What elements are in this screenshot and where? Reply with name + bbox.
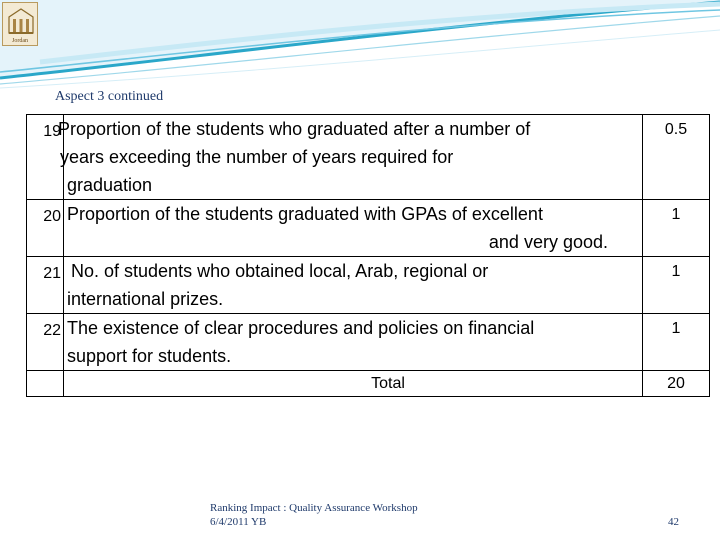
row-description bbox=[64, 200, 643, 257]
row-score: 1 bbox=[643, 257, 710, 314]
description-line: international prizes. bbox=[67, 289, 224, 309]
table-row bbox=[27, 314, 710, 371]
row-description bbox=[64, 257, 643, 314]
row-score: 1 bbox=[643, 200, 710, 257]
row-score: 1 bbox=[643, 314, 710, 371]
university-logo bbox=[2, 2, 38, 46]
table-row bbox=[27, 200, 710, 257]
slide-subtitle: Aspect 3 continued bbox=[55, 89, 164, 104]
criteria-table bbox=[26, 114, 710, 397]
page-number: 42 bbox=[668, 516, 679, 528]
description-line: Proportion of the students graduated with GPAs of excellent bbox=[67, 204, 543, 224]
description-line: and very good. bbox=[488, 232, 608, 252]
slide-footer bbox=[210, 501, 418, 529]
footer-title: Ranking Impact : Quality Assurance Workshop bbox=[210, 502, 418, 514]
description-line: No. of students who obtained local, Arab, regional or bbox=[71, 261, 489, 281]
row-number: 21 bbox=[27, 257, 64, 314]
header-swoosh-graphic bbox=[0, 0, 720, 90]
row-number: 19 bbox=[27, 115, 64, 200]
row-score: 0.5 bbox=[643, 115, 710, 200]
row-description bbox=[58, 115, 643, 200]
logo-text: Jordan bbox=[12, 38, 28, 44]
table-row bbox=[27, 115, 710, 200]
description-line: support for students. bbox=[67, 346, 232, 366]
description-line: Proportion of the students who graduated after a number of bbox=[58, 119, 531, 139]
description-line: graduation bbox=[67, 175, 153, 195]
row-number: 20 bbox=[27, 200, 64, 257]
footer-date: 6/4/2011 YB bbox=[210, 516, 267, 528]
table-row bbox=[27, 257, 710, 314]
row-description bbox=[64, 314, 643, 371]
table-total-row bbox=[27, 371, 710, 397]
total-value: 20 bbox=[643, 371, 710, 397]
total-label: Total bbox=[64, 371, 643, 397]
total-number-cell bbox=[27, 371, 64, 397]
description-line: years exceeding the number of years required for bbox=[60, 147, 454, 167]
description-line: The existence of clear procedures and policies on financial bbox=[67, 318, 535, 338]
row-number: 22 bbox=[27, 314, 64, 371]
